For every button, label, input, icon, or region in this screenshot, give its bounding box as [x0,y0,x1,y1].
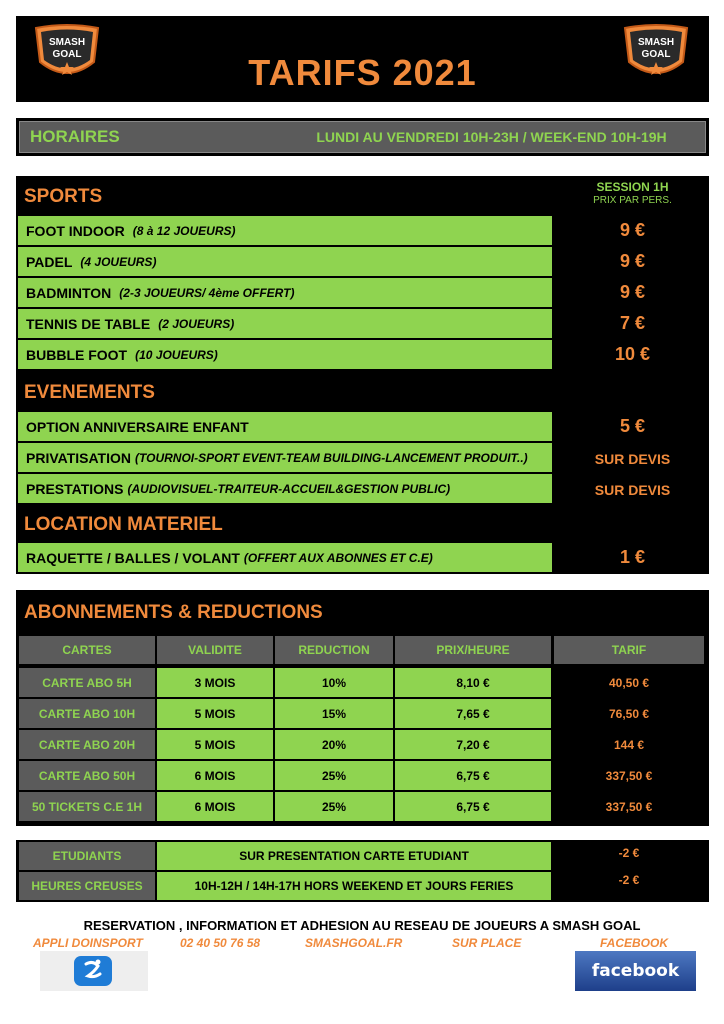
reduction-label-heures-creuses: HEURES CREUSES [18,871,156,901]
table-row-carte: CARTE ABO 10H [18,698,156,729]
row-name: BUBBLE FOOT [26,346,128,363]
opening-hours-bar [16,118,709,156]
reduction-value-heures-creuses: -2 € [553,868,705,892]
reductions-table [16,840,709,902]
opening-hours-value: LUNDI AU VENDREDI 10H-23H / WEEK-END 10H-19H [316,129,667,145]
page-title: TARIFS 2021 [248,52,477,93]
footer-onsite-label: SUR PLACE [452,936,522,950]
table-row-reduction: 10% [274,667,394,698]
row-name: OPTION ANNIVERSAIRE ENFANT [26,418,249,435]
doinsport-app-badge[interactable] [40,951,148,991]
footer-facebook-link[interactable]: FACEBOOK [600,936,669,950]
opening-hours-label: HORAIRES [30,127,120,146]
col-header-prix-heure: PRIX/HEURE [394,635,552,665]
price-foot-indoor: 9 € [619,220,646,240]
col-header-cartes: CARTES [18,635,156,665]
row-note: (2 JOUEURS) [158,316,235,331]
table-row-reduction: 25% [274,760,394,791]
row-name: PRESTATIONS [26,480,124,497]
sport-row-tennis-de-table [18,309,552,338]
footer-app-link[interactable]: APPLI DOINSPORT [33,936,143,950]
row-note: (10 JOUEURS) [135,347,218,362]
row-note: (4 JOUEURS) [80,254,157,269]
svg-text:GOAL: GOAL [641,49,671,60]
price-anniversaire: 5 € [619,416,646,436]
table-row-carte: CARTE ABO 20H [18,729,156,760]
header-banner [16,16,709,102]
row-name: BADMINTON [26,284,112,301]
row-note: (TOURNOI-SPORT EVENT-TEAM BUILDING-LANCEMENT PRODUIT..) [135,450,528,465]
evenements-heading: EVENEMENTS [24,382,155,403]
event-row-privatisation [18,443,552,472]
session-sub: PRIX PAR PERS. [593,195,672,206]
facebook-logo-text: facebook [591,961,680,981]
session-label: SESSION 1H [596,180,669,194]
sport-row-padel [18,247,552,276]
price-padel: 9 € [619,251,646,271]
table-row-prix-heure: 8,10 € [394,667,552,698]
svg-text:SMASH: SMASH [637,37,675,48]
table-row-carte: CARTE ABO 50H [18,760,156,791]
sport-row-foot-indoor [18,216,552,245]
table-row-validite: 5 MOIS [156,698,274,729]
table-row-reduction: 25% [274,791,394,822]
abonnements-heading: ABONNEMENTS & REDUCTIONS [24,602,323,623]
footer-title: RESERVATION , INFORMATION ET ADHESION AU RESEAU DE JOUEURS A SMASH GOAL [83,918,641,933]
table-row-validite: 5 MOIS [156,729,274,760]
row-note: (AUDIOVISUEL-TRAITEUR-ACCUEIL&GESTION PUBLIC) [127,481,451,496]
location-row-raquette [18,543,552,572]
reduction-condition-heures-creuses: 10H-12H / 14H-17H HORS WEEKEND ET JOURS FERIES [156,871,552,901]
table-row-prix-heure: 6,75 € [394,760,552,791]
table-row-prix-heure: 7,65 € [394,698,552,729]
price-bubble-foot: 10 € [614,344,651,364]
table-row-reduction: 15% [274,698,394,729]
footer-phone-link[interactable]: 02 40 50 76 58 [180,936,261,950]
svg-text:GOAL: GOAL [52,49,82,60]
sport-row-badminton [18,278,552,307]
footer-website-link[interactable]: SMASHGOAL.FR [305,936,403,950]
row-name: PADEL [26,253,73,270]
price-prestations: SUR DEVIS [594,482,671,498]
row-note: (2-3 JOUEURS/ 4ème OFFERT) [119,285,295,300]
table-row-prix-heure: 6,75 € [394,791,552,822]
sports-heading: SPORTS [24,186,103,207]
table-row-reduction: 20% [274,729,394,760]
row-name: RAQUETTE / BALLES / VOLANT [26,549,240,566]
price-privatisation: SUR DEVIS [594,451,671,467]
reduction-label-etudiants: ETUDIANTS [18,841,156,871]
table-row-tarif: 76,50 € [553,698,705,729]
event-row-prestations [18,474,552,503]
facebook-badge[interactable] [575,951,696,991]
col-header-validite: VALIDITE [156,635,274,665]
pricing-table [16,176,709,574]
price-tennis-de-table: 7 € [619,313,646,333]
price-raquette: 1 € [619,547,646,567]
col-header-tarif: TARIF [553,635,705,665]
doinsport-app-icon [74,956,112,986]
col-header-reduction: REDUCTION [274,635,394,665]
table-row-carte: 50 TICKETS C.E 1H [18,791,156,822]
table-row-prix-heure: 7,20 € [394,729,552,760]
table-row-validite: 6 MOIS [156,791,274,822]
abonnements-table [16,590,709,826]
sport-row-bubble-foot [18,340,552,369]
table-row-tarif: 337,50 € [553,791,705,822]
price-badminton: 9 € [619,282,646,302]
runner-icon [74,956,112,986]
table-row-validite: 6 MOIS [156,760,274,791]
table-row-validite: 3 MOIS [156,667,274,698]
table-row-tarif: 337,50 € [553,760,705,791]
row-name: FOOT INDOOR [26,222,125,239]
table-row-carte: CARTE ABO 5H [18,667,156,698]
table-row-tarif: 40,50 € [553,667,705,698]
location-heading: LOCATION MATERIEL [24,514,223,535]
svg-text:SMASH: SMASH [48,37,86,48]
event-row-anniversaire [18,412,552,441]
opening-hours-inner [19,121,706,153]
reduction-condition-etudiants: SUR PRESENTATION CARTE ETUDIANT [156,841,552,871]
row-note: (OFFERT AUX ABONNES ET C.E) [243,550,433,565]
row-note: (8 à 12 JOUEURS) [132,223,236,238]
session-header [556,180,709,208]
reduction-value-etudiants: -2 € [553,841,705,865]
row-name: TENNIS DE TABLE [26,315,151,332]
row-name: PRIVATISATION [26,449,131,466]
table-row-tarif: 144 € [553,729,705,760]
